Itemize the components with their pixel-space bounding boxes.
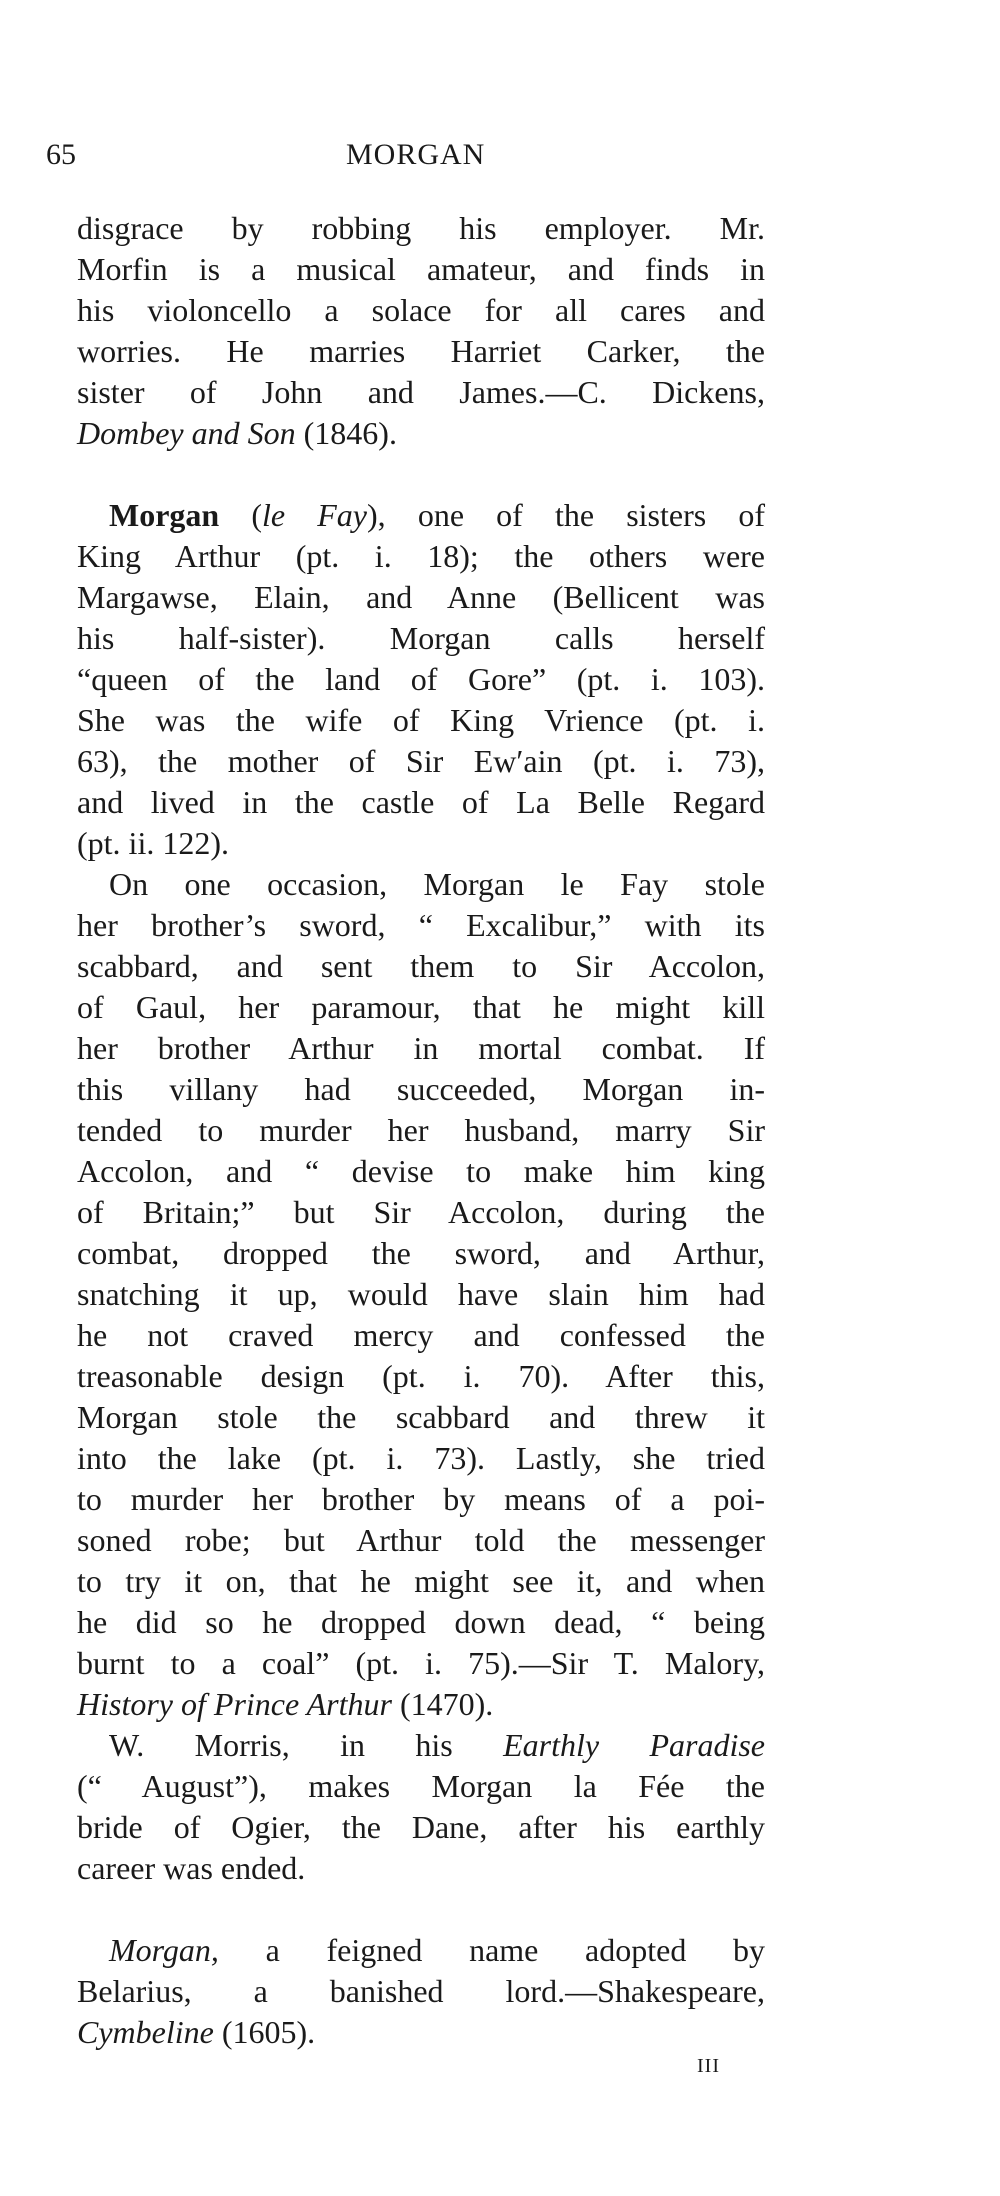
text-line: Accolon, and “ devise to make him king [77, 1153, 765, 1189]
text-line: soned robe; but Arthur told the messenger [77, 1522, 765, 1558]
text-line: combat, dropped the sword, and Arthur, [77, 1235, 765, 1271]
text-line: to murder her brother by means of a poi- [77, 1481, 765, 1517]
text-line: disgrace by robbing his employer. Mr. [77, 210, 765, 246]
text-line: burnt to a coal” (pt. i. 75).—Sir T. Malory, [77, 1645, 765, 1681]
text-line: worries. He marries Harriet Carker, the [77, 333, 765, 369]
text-line: 63), the mother of Sir Ew′ain (pt. i. 73), [77, 743, 765, 779]
dictionary-text [77, 208, 765, 2053]
text-line: Morgan (le Fay), one of the sisters of [109, 497, 766, 533]
text-line: career was ended. [77, 1850, 306, 1886]
text-line: Belarius, a banished lord.—Shakespeare, [77, 1973, 765, 2009]
text-fragment: W. Morris, in his [109, 1727, 504, 1763]
text-fragment: (1470). [391, 1686, 494, 1722]
text-line: (“ August”), makes Morgan la Fée the [77, 1768, 765, 1804]
text-line: his half-sister). Morgan calls herself [77, 620, 765, 656]
entry-gap [77, 454, 765, 495]
text-fragment: a feigned name adopted by [218, 1932, 765, 1968]
text-line: scabbard, and sent them to Sir Accolon, [77, 948, 765, 984]
text-line: She was the wife of King Vrience (pt. i. [77, 702, 765, 738]
text-line: Margawse, Elain, and Anne (Bellicent was [77, 579, 765, 615]
text-line: bride of Ogier, the Dane, after his earthly [77, 1809, 765, 1845]
text-line: treasonable design (pt. i. 70). After this, [77, 1358, 765, 1394]
text-line: On one occasion, Morgan le Fay stole [109, 866, 765, 902]
entry-morgan-cymbeline [77, 1930, 765, 2053]
text-line: and lived in the castle of La Belle Regard [77, 784, 765, 820]
text-line: tended to murder her husband, marry Sir [77, 1112, 765, 1148]
text-line: (pt. ii. 122). [77, 825, 229, 861]
text-line: he not craved mercy and confessed the [77, 1317, 765, 1353]
text-line: his violoncello a solace for all cares and [77, 292, 765, 328]
text-line: King Arthur (pt. i. 18); the others were [77, 538, 765, 574]
text-line: of Britain;” but Sir Accolon, during the [77, 1194, 765, 1230]
text-line: of Gaul, her paramour, that he might kill [77, 989, 765, 1025]
text-fragment: ), one of the sisters of [367, 497, 766, 533]
text-line [77, 1930, 765, 1971]
text-line: into the lake (pt. i. 73). Lastly, she tried [77, 1440, 765, 1476]
signature-mark: III [697, 2055, 720, 2077]
text-line [77, 2012, 765, 2053]
text-fragment: (1846). [295, 415, 397, 451]
text-line [77, 413, 765, 454]
headword-note: le Fay [262, 497, 368, 533]
headword: Morgan, [109, 1932, 219, 1968]
text-line: sister of John and James.—C. Dickens, [77, 374, 765, 410]
page-header [46, 135, 526, 175]
text-line: her brother’s sword, “ Excalibur,” with its [77, 907, 765, 943]
text-line [77, 1684, 765, 1725]
entry-gap [77, 1889, 765, 1930]
text-line: he did so he dropped down dead, “ being [77, 1604, 765, 1640]
work-title: Cymbeline [77, 2014, 214, 2050]
entry-morfin-continuation [77, 208, 765, 454]
entry-morgan-le-fay [77, 495, 765, 1889]
text-line: Morgan stole the scabbard and threw it [77, 1399, 765, 1435]
work-title: Earthly Paradise [503, 1727, 766, 1763]
text-line: this villany had succeeded, Morgan in- [77, 1071, 765, 1107]
text-fragment: (1605). [213, 2014, 316, 2050]
text-line: Morfin is a musical amateur, and finds in [77, 251, 765, 287]
page-number: 65 [46, 138, 76, 171]
text-line: “queen of the land of Gore” (pt. i. 103). [77, 661, 765, 697]
running-head: MORGAN [346, 138, 486, 171]
work-title: Dombey and Son [77, 415, 296, 451]
text-line: snatching it up, would have slain him had [77, 1276, 765, 1312]
work-title: History of Prince Arthur [77, 1686, 392, 1722]
text-line [77, 1725, 765, 1766]
text-line: to try it on, that he might see it, and when [77, 1563, 765, 1599]
headword: Morgan [109, 497, 220, 533]
text-line: her brother Arthur in mortal combat. If [77, 1030, 765, 1066]
